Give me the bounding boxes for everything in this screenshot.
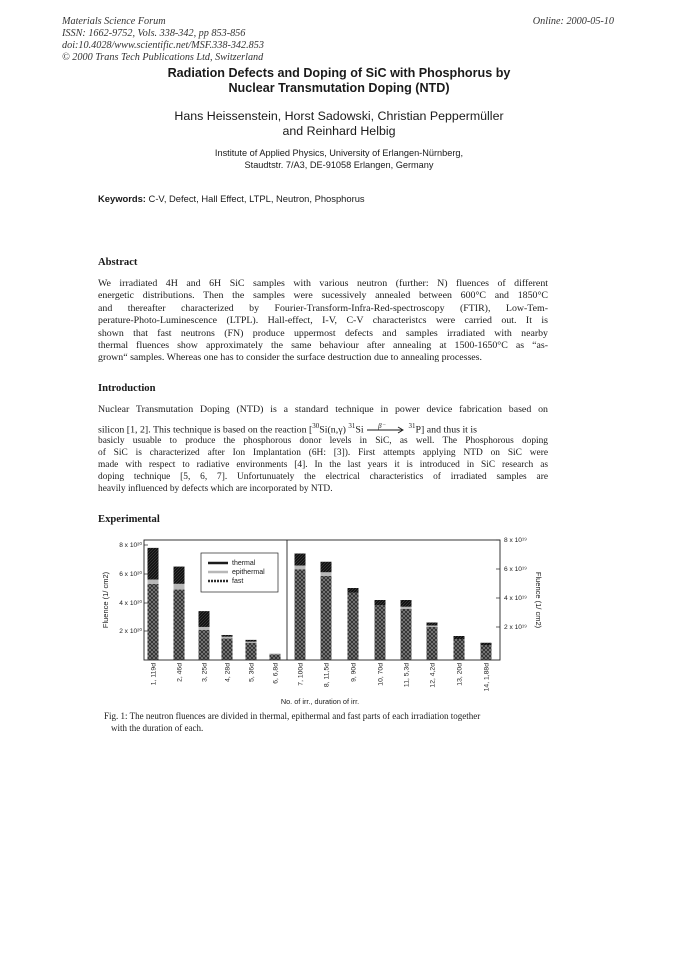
category-label: 3, 25d <box>201 663 209 682</box>
caption-line-2: with the duration of each. <box>111 722 204 733</box>
authors-line-2: and Reinhard Helbig <box>282 124 396 138</box>
chart-legend <box>201 553 278 592</box>
bars-layer <box>148 548 492 660</box>
category-label: 4, 28d <box>224 663 232 682</box>
legend-label-epithermal: epithermal <box>232 569 265 576</box>
intro-line: heavily influenced by defects which are incorporated by NTD. <box>98 484 333 494</box>
right-tick-label: 6 x 10¹⁹ <box>504 566 527 573</box>
bar-segment-fast <box>174 590 185 660</box>
right-axis-ticks <box>496 540 500 627</box>
bar-segment-thermal <box>321 562 332 573</box>
legend-label-fast: fast <box>232 578 244 585</box>
abstract-heading: Abstract <box>98 257 138 268</box>
experimental-heading: Experimental <box>98 514 160 525</box>
bar-segment-thermal <box>174 567 185 584</box>
bar-segment-epithermal <box>174 584 185 590</box>
title-line-2: Nuclear Transmutation Doping (NTD) <box>228 81 450 95</box>
bar-segment-thermal <box>295 554 306 566</box>
bar-segment-epithermal <box>270 654 281 655</box>
bar-segment-fast <box>321 576 332 660</box>
authors-line-1: Hans Heissenstein, Horst Sadowski, Christian Peppermüller <box>174 109 504 123</box>
category-label: 5, 36d <box>248 663 256 682</box>
bar-segment-fast <box>246 643 257 660</box>
category-label: 2, 46d <box>176 663 184 682</box>
bar-segment-epithermal <box>148 580 159 584</box>
reaction-text: Si(n,γ) <box>319 424 349 436</box>
keywords-label: Keywords: <box>98 193 146 204</box>
bar-segment-epithermal <box>246 642 257 643</box>
abstract-line: and thereafter characterized by Fourier-Transform-Infra-Red-spectroscopy (FTIR), Low-Tem- <box>98 302 548 314</box>
mass-number: 31 <box>408 422 416 431</box>
bar-segment-fast <box>427 627 438 660</box>
left-tick-label: 8 x 10²⁰ <box>119 542 142 549</box>
left-tick-label: 4 x 10²⁰ <box>119 600 142 607</box>
intro-line: of SiC is characterized after Ion Implantation (6H: [3]). First attempts applying NTD on SiC were <box>98 448 548 458</box>
bar-segment-fast <box>375 605 386 660</box>
abstract-line: energetic distributions. Then the samples were sucessively annealed between 600°C and 1850°C <box>98 290 548 302</box>
bar-segment-fast <box>454 639 465 660</box>
category-label: 11, 5,3d <box>403 663 411 688</box>
title-line-1: Radiation Defects and Doping of SiC with Phosphorus by <box>167 66 511 80</box>
intro-line: Nuclear Transmutation Doping (NTD) is a standard technique in power device fabrication based on <box>98 404 548 415</box>
beta-symbol: β⁻ <box>378 422 386 431</box>
legend-label-thermal: thermal <box>232 560 256 567</box>
bar-segment-thermal <box>199 611 210 627</box>
bar-segment-fast <box>148 584 159 660</box>
bar-segment-fast <box>401 609 412 660</box>
left-axis-ticks <box>144 545 148 631</box>
left-axis-label: Fluence (1/ cm2) <box>101 571 110 629</box>
bar-segment-epithermal <box>222 637 233 639</box>
category-label: 9, 90d <box>350 663 358 682</box>
bar-segment-epithermal <box>401 607 412 609</box>
bar-segment-fast <box>270 654 281 660</box>
reaction-text: Si <box>355 424 367 436</box>
affiliation-line-2: Staudtstr. 7/A3, DE-91058 Erlangen, Germany <box>244 159 434 170</box>
left-tick-label: 2 x 10²⁰ <box>119 628 142 635</box>
intro-line: doping technique [5, 6, 7]. Unfortunuately the electrical characteristics of irradiated samples are <box>98 472 548 482</box>
caption-line-1: Fig. 1: The neutron fluences are divided in thermal, epithermal and fast parts of each irradiation together <box>104 711 481 721</box>
intro-line: made with respect to radiative environments [4]. In the last years it is introduced in SiC research as <box>98 460 548 470</box>
online-date: Online: 2000-05-10 <box>532 16 614 27</box>
copyright-line: © 2000 Trans Tech Publications Ltd, Switzerland <box>62 52 264 63</box>
bar-segment-fast <box>199 630 210 660</box>
journal-name: Materials Science Forum <box>62 16 166 27</box>
abstract-line: We irradiated 4H and 6H SiC samples with various neutron (further: N) fluences of different <box>98 278 548 289</box>
bar-segment-epithermal <box>295 566 306 570</box>
bar-segment-thermal <box>375 600 386 605</box>
right-axis-label: Fluence (1/ cm2) <box>534 571 543 629</box>
bar-segment-thermal <box>222 635 233 637</box>
category-label: 12, 4,2d <box>429 663 437 688</box>
category-label: 1, 119d <box>150 663 158 686</box>
keywords-text: C-V, Defect, Hall Effect, LTPL, Neutron, Phosphorus <box>145 193 365 204</box>
affiliation-line-1: Institute of Applied Physics, University of Erlangen-Nürnberg, <box>214 148 464 158</box>
bar-segment-thermal <box>427 623 438 626</box>
bar-segment-thermal <box>148 548 159 580</box>
bar-segment-thermal <box>348 588 359 593</box>
category-label: 13, 20d <box>456 663 464 686</box>
abstract-line: shown that fast neutrons (FN) produce uppermost defects and samples irradiated with nearby <box>98 327 548 339</box>
category-label: 8, 11,5d <box>323 663 331 688</box>
doi-line: doi:10.4028/www.scientific.net/MSF.338-342.853 <box>62 40 264 51</box>
bar-segment-thermal <box>481 643 492 645</box>
bar-segment-thermal <box>454 636 465 639</box>
abstract-line: thermal fluences show approximately the same behaviour after annealing at 1500-1650°C as “as- <box>98 339 548 351</box>
category-label: 6, 6,8d <box>272 663 280 684</box>
mass-number: 30 <box>312 422 320 431</box>
mass-number: 31 <box>348 422 356 431</box>
introduction-heading: Introduction <box>98 383 156 394</box>
right-tick-label: 4 x 10¹⁹ <box>504 595 527 602</box>
abstract-line: perature-Photo-Luminescence (LTPL). Hall-effect, I-V, C-V characteristcs were carried out. It is <box>98 315 548 327</box>
bar-segment-fast <box>481 645 492 660</box>
intro-line: basicly usuable to produce the phosphorous donor levels in SiC, as well. The Phosphorous doping <box>98 436 548 446</box>
category-label: 7, 100d <box>297 663 305 686</box>
bar-segment-thermal <box>401 600 412 607</box>
figure-caption <box>104 711 554 734</box>
category-labels <box>151 663 491 692</box>
bar-segment-fast <box>295 569 306 660</box>
bar-segment-fast <box>348 593 359 661</box>
bar-segment-fast <box>222 638 233 660</box>
bar-segment-epithermal <box>427 626 438 628</box>
issn-line: ISSN: 1662-9752, Vols. 338-342, pp 853-856 <box>62 28 246 39</box>
category-label: 10, 70d <box>377 663 385 686</box>
bar-segment-epithermal <box>199 627 210 630</box>
bar-segment-thermal <box>246 640 257 642</box>
left-tick-label: 6 x 10²⁰ <box>119 571 142 578</box>
right-tick-label: 2 x 10¹⁹ <box>504 624 527 631</box>
reaction-text: P] and thus it is <box>415 424 477 436</box>
right-tick-label: 8 x 10¹⁹ <box>504 537 527 544</box>
intro-line: silicon [1, 2]. This technique is based on the reaction [ <box>98 424 313 436</box>
bar-segment-epithermal <box>321 572 332 576</box>
x-axis-label: No. of irr., duration of irr. <box>280 697 360 706</box>
abstract-line: grown“ samples. Whereas one has to consider the surface destruction due to annealing processes. <box>98 352 482 364</box>
category-label: 14, 1,88d <box>483 663 491 692</box>
